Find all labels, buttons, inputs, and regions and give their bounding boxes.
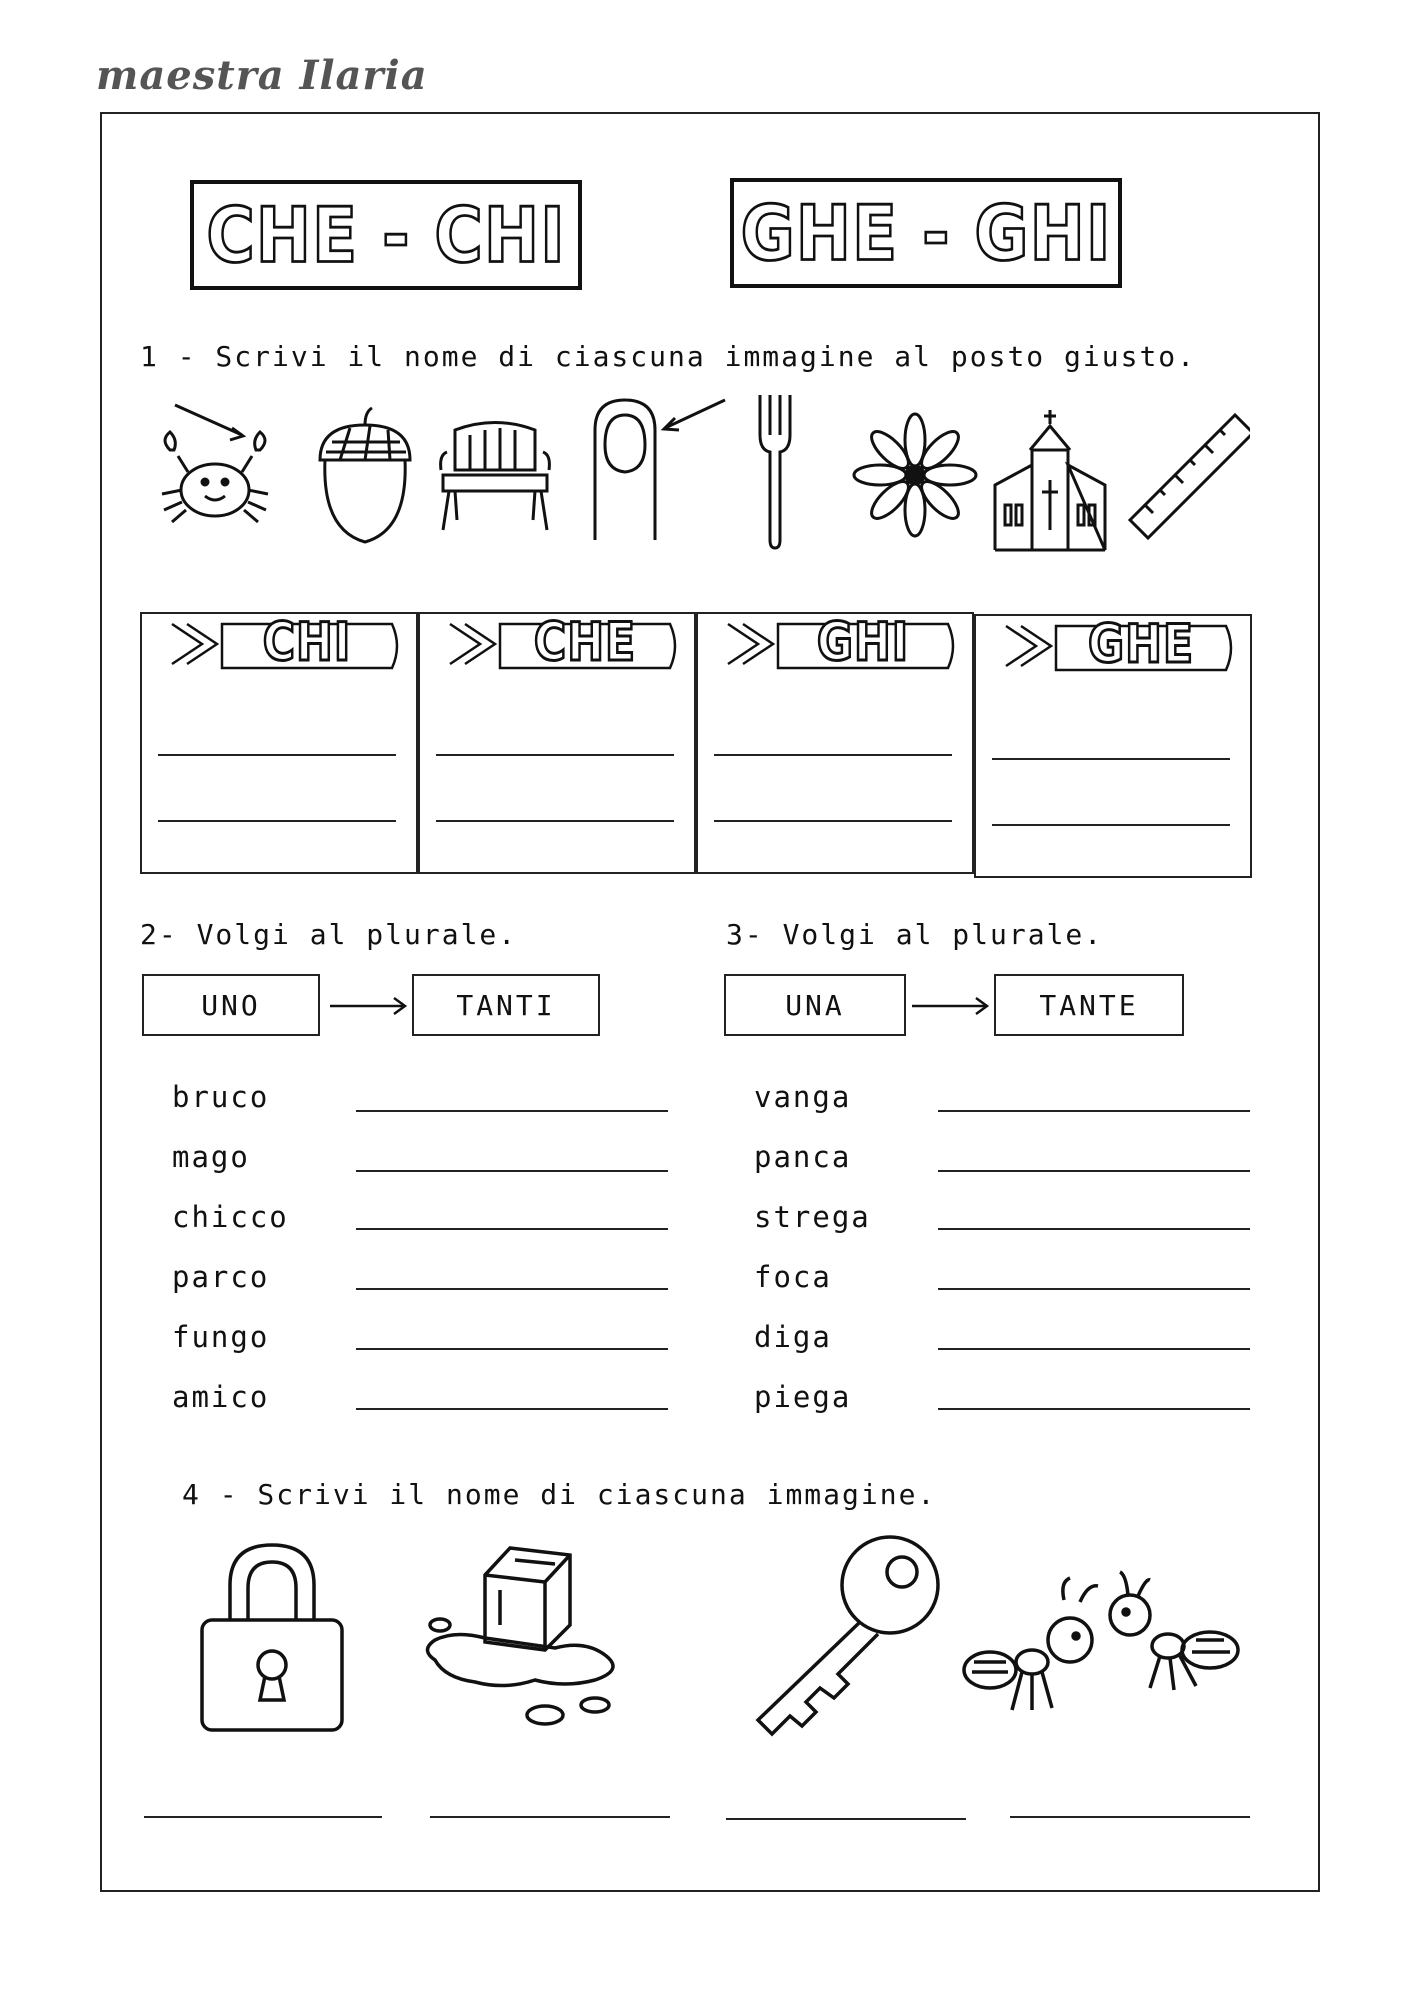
exercise-3-from-box: UNA: [724, 974, 906, 1036]
title-ghe-ghi: GHE - GHI: [740, 188, 1112, 278]
exercise-3-word: vanga: [754, 1080, 852, 1114]
exercise-2-answer-line[interactable]: [356, 1288, 668, 1290]
exercise-2-answer-line[interactable]: [356, 1170, 668, 1172]
title-che-chi: CHE - CHI: [206, 190, 566, 280]
exercise-2-instruction: 2- Volgi al plurale.: [140, 918, 518, 951]
panel-chi-label: CHI: [262, 611, 352, 673]
panel-ghe-line-1[interactable]: [992, 758, 1230, 760]
panel-ghi: [696, 612, 974, 874]
crab-icon: [162, 405, 268, 522]
panel-chi-line-2[interactable]: [158, 820, 396, 822]
daisy-icon: [854, 414, 976, 536]
exercise-2-arrow-icon: [328, 994, 408, 1018]
exercise-3-instruction: 3- Volgi al plurale.: [726, 918, 1104, 951]
fingernail-icon: [595, 400, 725, 540]
exercise-4-answer-line[interactable]: [726, 1818, 966, 1820]
exercise-3-answer-line[interactable]: [938, 1288, 1250, 1290]
exercise-2-word: bruco: [172, 1080, 270, 1114]
panel-che: [418, 612, 696, 874]
exercise-3-word: strega: [754, 1200, 871, 1234]
exercise-2-answer-line[interactable]: [356, 1228, 668, 1230]
panel-ghi-line-1[interactable]: [714, 754, 952, 756]
exercise-1-instruction: 1 - Scrivi il nome di ciascuna immagine al posto giusto.: [140, 340, 1197, 373]
panel-ghe-line-2[interactable]: [992, 824, 1230, 826]
exercise-2-answer-line[interactable]: [356, 1408, 668, 1410]
fork-icon: [760, 395, 790, 548]
exercise-3-answer-line[interactable]: [938, 1408, 1250, 1410]
panel-che-label: CHE: [533, 611, 637, 673]
acorn-icon: [320, 408, 410, 542]
church-icon: [995, 410, 1105, 550]
exercise-3-answer-line[interactable]: [938, 1110, 1250, 1112]
ruler-icon: [1130, 415, 1250, 538]
panel-che-line-2[interactable]: [436, 820, 674, 822]
title-box-ghe-ghi: [730, 178, 1122, 288]
title-box-che-chi: [190, 180, 582, 290]
exercise-2-to-box: TANTI: [412, 974, 600, 1036]
panel-ghe-label: GHE: [1088, 613, 1194, 675]
panel-che-line-1[interactable]: [436, 754, 674, 756]
exercise-3-answer-line[interactable]: [938, 1228, 1250, 1230]
panel-ghe: [974, 614, 1252, 878]
panel-chi: [140, 612, 418, 874]
exercise-1-images: [150, 390, 1250, 560]
exercise-4-answer-line[interactable]: [144, 1816, 382, 1818]
exercise-2-word: parco: [172, 1260, 270, 1294]
exercise-4-answer-line[interactable]: [1010, 1816, 1250, 1818]
author-signature: maestra Ilaria: [96, 52, 428, 99]
ice-cube-icon: [428, 1548, 614, 1724]
exercise-3-answer-line[interactable]: [938, 1348, 1250, 1350]
bench-icon: [441, 423, 550, 531]
exercise-3-arrow-icon: [910, 994, 990, 1018]
exercise-4-answer-line[interactable]: [430, 1816, 670, 1818]
exercise-3-word: diga: [754, 1320, 832, 1354]
ants-icon: [964, 1572, 1238, 1710]
padlock-icon: [202, 1545, 342, 1730]
panel-chi-line-1[interactable]: [158, 754, 396, 756]
key-icon: [758, 1537, 938, 1734]
exercise-2-answer-line[interactable]: [356, 1110, 668, 1112]
exercise-2-word: fungo: [172, 1320, 270, 1354]
exercise-2-word: mago: [172, 1140, 250, 1174]
exercise-3-word: foca: [754, 1260, 832, 1294]
exercise-3-word: piega: [754, 1380, 852, 1414]
exercise-2-answer-line[interactable]: [356, 1348, 668, 1350]
exercise-4-instruction: 4 - Scrivi il nome di ciascuna immagine.: [182, 1478, 937, 1511]
exercise-2-word: amico: [172, 1380, 270, 1414]
exercise-3-answer-line[interactable]: [938, 1170, 1250, 1172]
exercise-2-from-box: UNO: [142, 974, 320, 1036]
exercise-3-word: panca: [754, 1140, 852, 1174]
exercise-2-word: chicco: [172, 1200, 289, 1234]
exercise-3-to-box: TANTE: [994, 974, 1184, 1036]
exercise-4-images: [160, 1530, 1260, 1750]
panel-ghi-line-2[interactable]: [714, 820, 952, 822]
panel-ghi-label: GHI: [816, 611, 910, 673]
